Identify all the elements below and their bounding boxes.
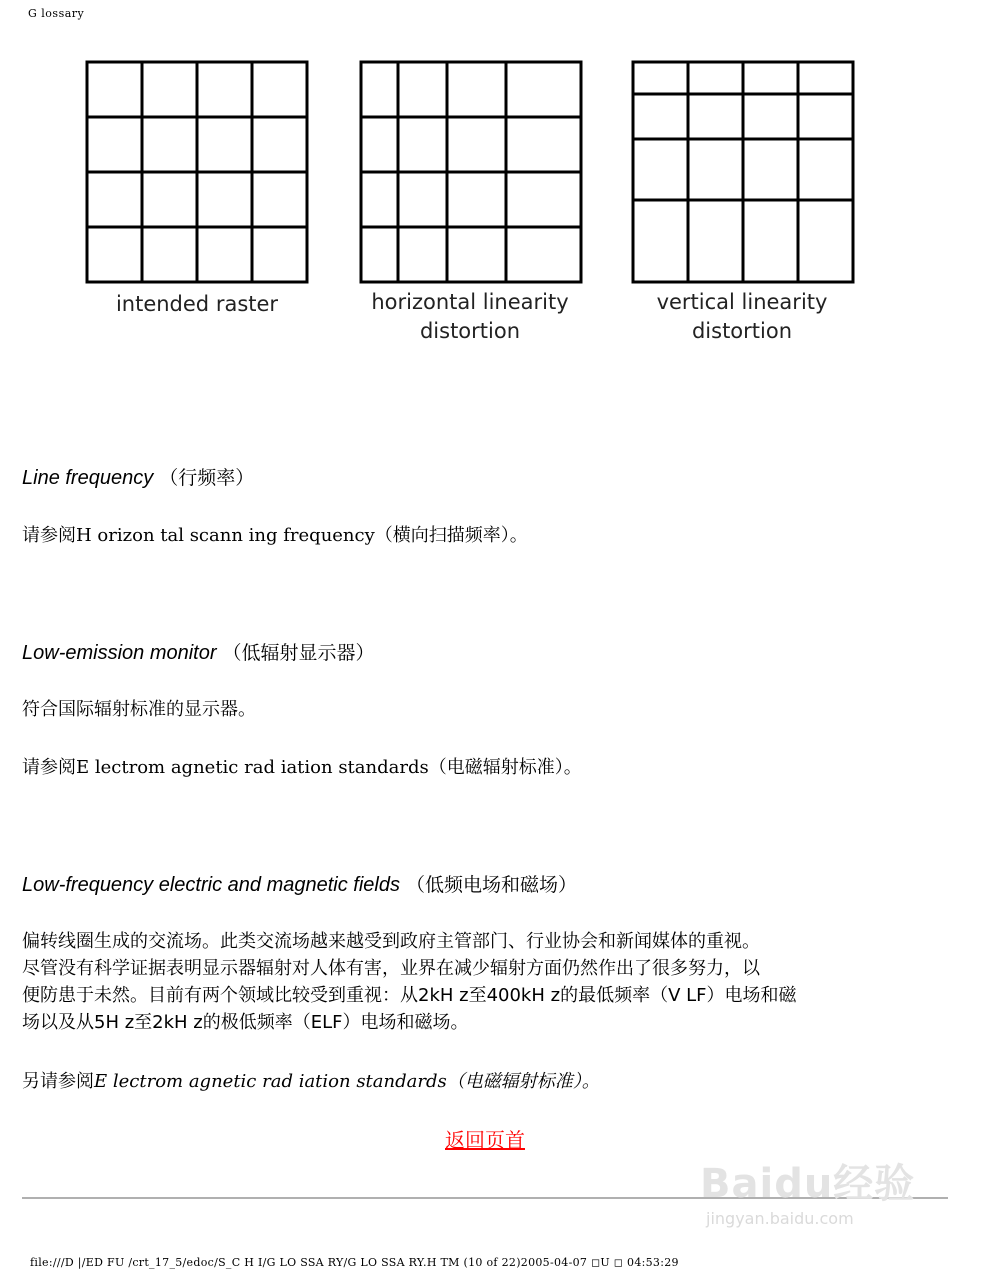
ref-link[interactable]: H orizon tal scann ing frequency	[76, 525, 375, 546]
paragraph-line: 尽管没有科学证据表明显示器辐射对人体有害，业界在减少辐射方面仍然作出了很多努力，以	[22, 958, 760, 979]
ref-suffix: （电磁辐射标准）。	[446, 1071, 600, 1092]
see-also-paragraph	[22, 1068, 952, 1095]
see-also-paragraph	[22, 754, 952, 781]
horizontal-linearity-diagram	[359, 60, 583, 290]
paragraph-line: 场以及从5H z至2kH z的极低频率（ELF）电场和磁场。	[22, 1012, 469, 1033]
term-zh: （行频率）	[159, 467, 255, 489]
term-low-emission-monitor	[22, 638, 375, 665]
back-to-top	[0, 1124, 970, 1153]
watermark-logo: Baidu经验	[700, 1161, 916, 1207]
definition-paragraph	[22, 928, 952, 1036]
paragraph-line: 偏转线圈生成的交流场。此类交流场越来越受到政府主管部门、行业协会和新闻媒体的重视。	[22, 931, 760, 952]
caption-line: horizontal linearity	[371, 290, 569, 314]
page-header: G lossary	[28, 7, 85, 20]
raster-grid	[85, 60, 309, 290]
caption-line: distortion	[691, 319, 793, 343]
term-zh: （低辐射显示器）	[222, 642, 375, 664]
term-line-frequency	[22, 463, 254, 490]
ref-suffix: （横向扫描频率）。	[374, 525, 528, 546]
see-also-paragraph	[22, 522, 952, 549]
paragraph-line: 便防患于未然。目前有两个领域比较受到重视：从2kH z至400kH z的最低频率（V LF）电场和磁	[22, 985, 797, 1006]
baidu-watermark	[700, 1152, 940, 1242]
intended-raster-diagram	[85, 60, 309, 290]
term-en: Line frequency	[22, 467, 154, 489]
definition-paragraph: 符合国际辐射标准的显示器。	[22, 699, 256, 720]
caption-line: vertical linearity	[656, 290, 828, 314]
ref-link[interactable]: E lectrom agnetic rad iation standards	[94, 1071, 447, 1092]
term-low-frequency-fields	[22, 870, 577, 897]
raster-grid	[359, 60, 583, 290]
ref-link[interactable]: E lectrom agnetic rad iation standards	[76, 757, 429, 778]
ref-prefix: 另请参阅	[22, 1071, 94, 1092]
back-to-top-link[interactable]: 返回页首	[445, 1128, 525, 1152]
term-zh: （低频电场和磁场）	[405, 874, 577, 896]
caption-line: distortion	[419, 319, 521, 343]
ref-prefix: 请参阅	[22, 525, 76, 546]
vertical-linearity-diagram	[631, 60, 855, 290]
term-en: Low-frequency electric and magnetic fields	[22, 874, 400, 896]
vertical-linearity-caption	[602, 288, 882, 346]
ref-suffix: （电磁辐射标准）。	[428, 757, 582, 778]
horizontal-linearity-caption	[330, 288, 610, 346]
intended-raster-caption	[57, 290, 337, 319]
raster-grid	[631, 60, 855, 290]
watermark-url: jingyan.baidu.com	[706, 1209, 854, 1228]
term-en: Low-emission monitor	[22, 642, 217, 664]
caption-line: intended raster	[115, 292, 279, 316]
page-footer: file:///D |/ED FU /crt_17_5/edoc/S_C H I/G LO SSA RY/G LO SSA RY.H TM (10 of 22)2005-04-07 ◻U ◻ 04:53:29	[30, 1256, 679, 1269]
ref-prefix: 请参阅	[22, 757, 76, 778]
